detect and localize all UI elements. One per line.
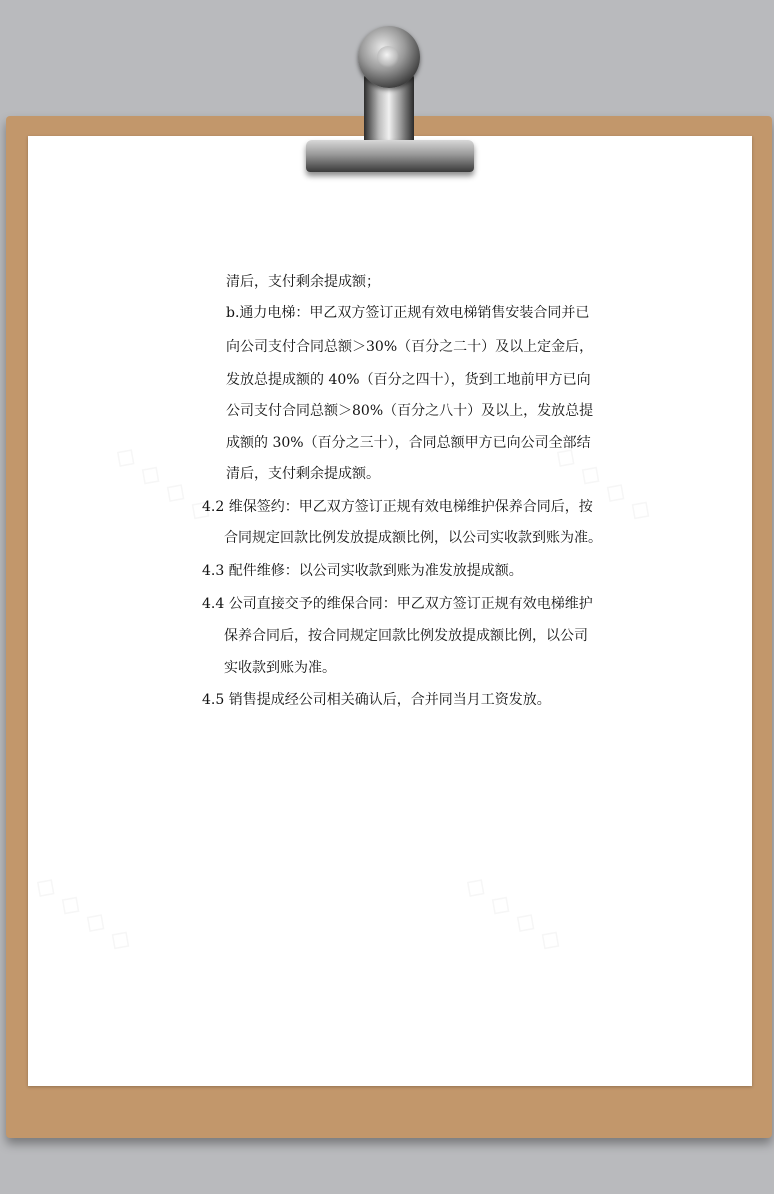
text-line: b.通力电梯：甲乙双方签订正规有效电梯销售安装合同并已 xyxy=(226,305,590,321)
text-line: 发放总提成额的 40%（百分之四十），货到工地前甲方已向 xyxy=(226,372,591,388)
watermark: ◇ ◇ ◇ ◇ xyxy=(28,866,141,959)
text-line: 合同规定回款比例发放提成额比例，以公司实收款到账为准。 xyxy=(224,530,602,546)
section-4-4: 4.4 公司直接交予的维保合同：甲乙双方签订正规有效电梯维护 xyxy=(202,596,593,612)
clip-ring xyxy=(358,26,420,88)
text-line: 向公司支付合同总额＞30%（百分之二十）及以上定金后， xyxy=(226,339,594,355)
clip-ring-hole xyxy=(377,46,399,68)
text-line: 公司支付合同总额＞80%（百分之八十）及以上，发放总提 xyxy=(226,403,594,419)
watermark: ◇ ◇ ◇ ◇ xyxy=(108,436,221,529)
clip-plate xyxy=(306,140,474,172)
text-line: 成额的 30%（百分之三十），合同总额甲方已向公司全部结 xyxy=(226,435,591,451)
section-4-5: 4.5 销售提成经公司相关确认后，合并同当月工资发放。 xyxy=(202,692,551,708)
text-line: 保养合同后，按合同规定回款比例发放提成额比例，以公司 xyxy=(224,628,588,644)
section-4-2: 4.2 维保签约：甲乙双方签订正规有效电梯维护保养合同后，按 xyxy=(202,499,593,515)
text-line: 实收款到账为准。 xyxy=(224,660,336,676)
text-line: 清后，支付剩余提成额； xyxy=(226,274,380,290)
section-4-3: 4.3 配件维修：以公司实收款到账为准发放提成额。 xyxy=(202,563,523,579)
watermark: ◇ ◇ ◇ ◇ xyxy=(548,436,661,529)
watermark: ◇ ◇ ◇ ◇ xyxy=(458,866,571,959)
binder-clip xyxy=(300,24,480,180)
text-line: 清后，支付剩余提成额。 xyxy=(226,466,380,482)
